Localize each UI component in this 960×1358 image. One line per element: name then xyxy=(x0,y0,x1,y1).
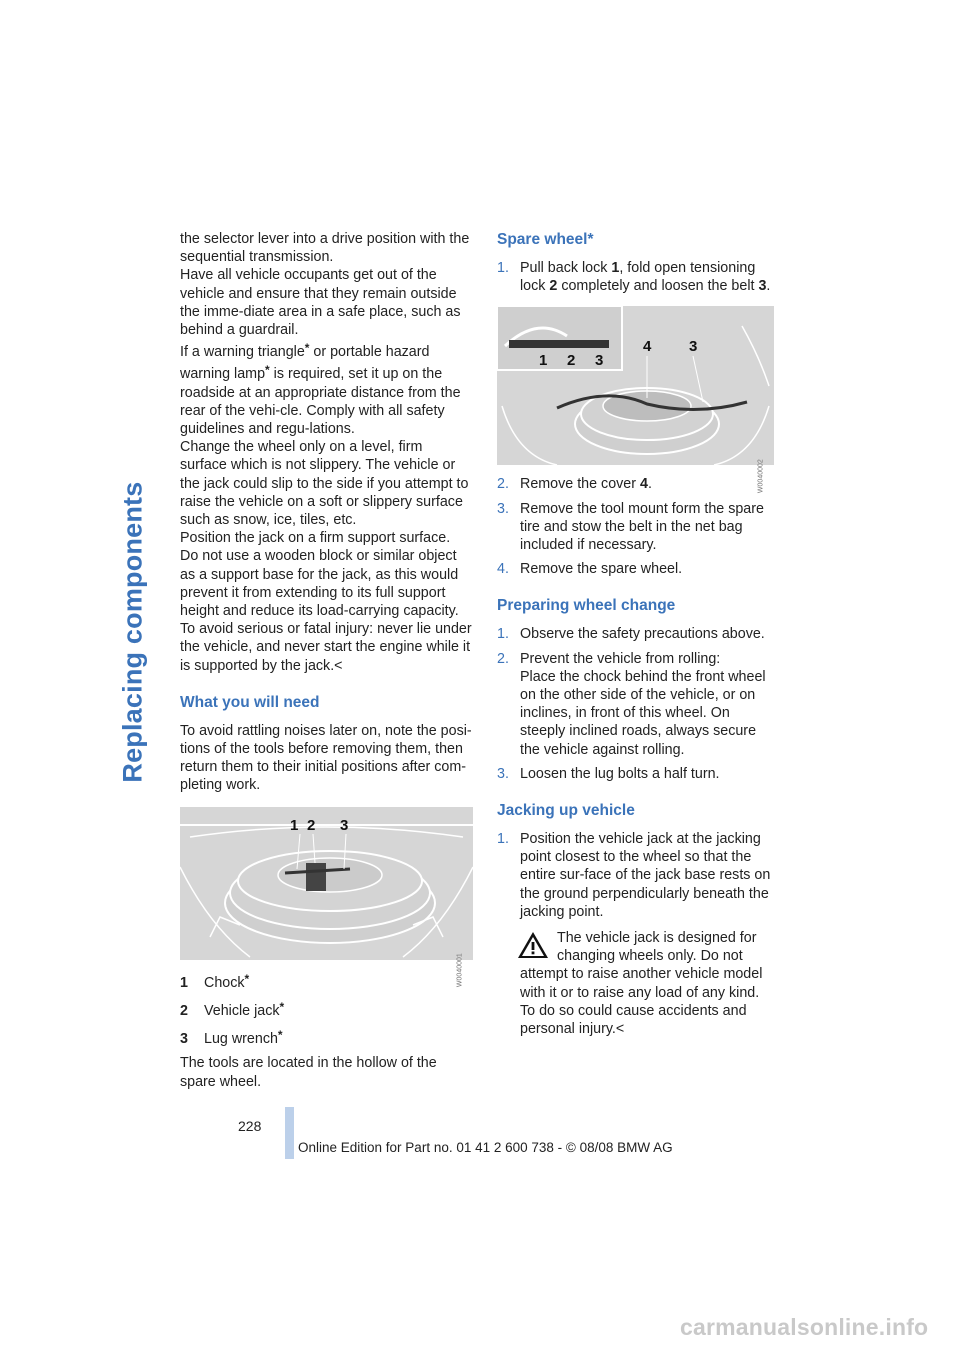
step-item: 2. Prevent the vehicle from rolling: Place the chock behind the front wheel on the other side of the vehicle, or on inclines, in front of this wheel. On steeply inclined roads, always secure the vehicle against rolling. xyxy=(497,650,766,758)
heading-spare-wheel: Spare wheel* xyxy=(497,231,594,248)
callout-3: 3 xyxy=(340,816,349,834)
spare-wheel-steps-continued xyxy=(497,475,774,578)
page-number: 228 xyxy=(238,1118,262,1134)
jacking-steps xyxy=(497,830,774,921)
warning-note xyxy=(497,929,774,1038)
spare-wheel-tools-drawing xyxy=(180,807,473,960)
paragraph: Change the wheel only on a level, firm surface which is not slippery. The vehicle or the jack could slip to the side if you attempt to raise the vehicle on a soft or slippery surface such as snow, ice, tiles, etc. xyxy=(180,439,469,529)
step-item: 3. Loosen the lug bolts a half turn. xyxy=(497,765,720,782)
step-item: 4. Remove the spare wheel. xyxy=(497,561,683,578)
warning-text: The vehicle jack is designed for changing wheels only. Do not attempt to raise another vehicle model with it or to raise any load of any kind. To do so could cause accidents and personal injury.< xyxy=(520,930,763,1038)
callout-1: 1 xyxy=(539,352,548,370)
paragraph-warning-triangle: If a warning triangle* or portable hazard warning lamp* is required, set it up on the roadside at an appropriate distance from the rear of the vehi-cle. Comply with all safety guidelines and regu-lations. xyxy=(180,341,461,438)
callout-3: 3 xyxy=(595,352,604,370)
callout-4: 4 xyxy=(643,338,652,356)
section-title-text: Replacing components xyxy=(117,481,148,783)
step-item: 3. Remove the tool mount form the spare tire and stow the belt in the net bag included if necessary. xyxy=(497,500,764,554)
tools-list xyxy=(180,970,472,1049)
preparation-steps xyxy=(497,625,774,783)
callout-2: 2 xyxy=(567,352,576,370)
option-star: * xyxy=(279,999,285,1014)
paragraph: To avoid rattling noises later on, note the posi-tions of the tools before removing them, then return them to their initial positions after com-pleting work. xyxy=(180,722,472,794)
footer-accent-bar xyxy=(285,1107,294,1159)
option-star: * xyxy=(304,341,310,356)
paragraph: Do not use a wooden block or similar object as a support base for the jack, as this would prevent it from extending to its full support height and reduce its load-carrying capacity. xyxy=(180,548,459,620)
heading-jacking-up-vehicle: Jacking up vehicle xyxy=(497,802,635,820)
warning-triangle-icon xyxy=(517,931,549,959)
heading-preparing-wheel-change: Preparing wheel change xyxy=(497,597,676,615)
callout-2: 2 xyxy=(307,816,316,834)
paragraph: the selector lever into a drive position with the sequential transmission. xyxy=(180,231,470,266)
figure-code: W0040002 xyxy=(757,459,765,494)
step-item: 1. Position the vehicle jack at the jacking point closest to the wheel so that the entire sur-face of the jack base rests on the ground perpendicularly beneath the jacking point. xyxy=(497,831,771,920)
paragraph: To avoid serious or fatal injury: never lie under the vehicle, and never start the engine while it is supported by the jack.< xyxy=(180,621,472,674)
right-column xyxy=(497,230,774,1038)
figure-code: W0040001 xyxy=(456,953,464,988)
edition-footer: Online Edition for Part no. 01 41 2 600 738 - © 08/08 BMW AG xyxy=(298,1140,673,1155)
option-star: * xyxy=(277,1028,283,1043)
step-item: 1. Pull back lock 1, fold open tensioning lock 2 completely and loosen the belt 3. xyxy=(497,260,771,295)
tool-item: 3 Lug wrench* xyxy=(180,1028,283,1048)
tool-item: 2 Vehicle jack* xyxy=(180,999,285,1019)
option-star: * xyxy=(244,971,250,986)
spare-wheel-drawing xyxy=(497,306,774,465)
site-watermark: carmanualsonline.info xyxy=(680,1314,929,1340)
tool-item: 1 Chock* xyxy=(180,971,250,991)
left-column xyxy=(180,230,472,1091)
heading-what-you-will-need: What you will need xyxy=(180,693,320,711)
step-item: 2. Remove the cover 4. xyxy=(497,476,652,493)
callout-3b: 3 xyxy=(689,338,698,356)
callout-1: 1 xyxy=(290,816,299,834)
paragraph: The tools are located in the hollow of the spare wheel. xyxy=(180,1055,437,1090)
section-title-vertical xyxy=(113,232,153,1032)
option-star: * xyxy=(265,363,270,378)
step-item: 1. Observe the safety precautions above. xyxy=(497,626,765,643)
spare-wheel-steps xyxy=(497,259,774,295)
paragraph: Have all vehicle occupants get out of the vehicle and ensure that they remain outside the imme-diate area in a safe place, such as behind a guardrail. xyxy=(180,267,461,339)
paragraph: Position the jack on a firm support surface. xyxy=(180,530,451,547)
